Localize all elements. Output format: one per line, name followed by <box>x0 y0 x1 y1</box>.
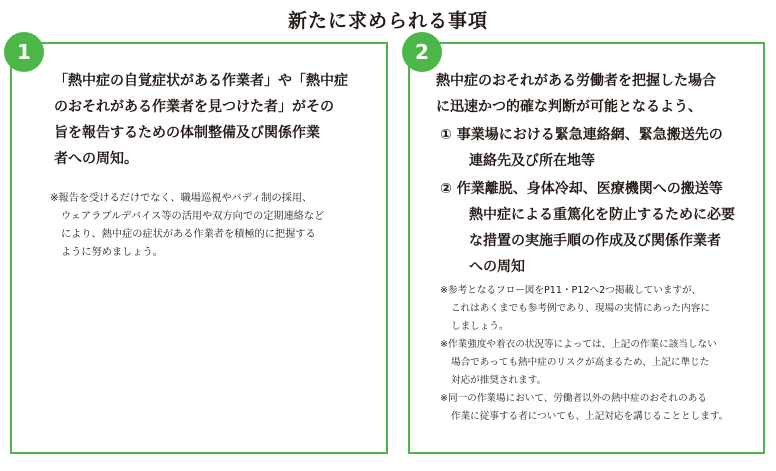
panel2-note-line: 場合であっても熱中症のリスクが高まるため、上記に準じた <box>451 357 710 368</box>
panel2-item1-line: 連絡先及び所在地等 <box>469 153 595 169</box>
panel1-main-line: 旨を報告するための体制整備及び関係作業 <box>54 125 320 141</box>
panel2-intro-text <box>436 68 716 120</box>
panel1-note-line: により、熱中症の症状がある作業者を積極的に把握する <box>61 229 316 240</box>
panel2-intro-line: に迅速かつ的確な判断が可能となるよう、 <box>436 99 702 115</box>
panel2-note-line: ※作業強度や着衣の状況等によっては、上記の作業に該当しない <box>440 339 717 350</box>
page-title: 新たに求められる事項 <box>287 10 488 32</box>
panel1-main-text <box>54 68 348 172</box>
requirement-panel-1 <box>10 42 388 454</box>
panel2-item2-line: な措置の実施手順の作成及び関係作業者 <box>469 233 721 249</box>
panel1-main-line: のおそれがある作業者を見つけた者」がその <box>54 99 334 115</box>
panel1-note-line: ※報告を受けるだけでなく、職場巡視やバディ制の採用、 <box>50 193 313 204</box>
panel2-item2-line: 熱中症による重篤化を防止するために必要 <box>469 207 735 223</box>
panel2-item1-line: ① 事業場における緊急連絡網、緊急搬送先の <box>440 127 723 143</box>
panel1-main-line: 「熱中症の自覚症状がある作業者」や「熱中症 <box>54 73 348 89</box>
panel1-note-line: ように努めましょう。 <box>61 247 163 258</box>
panel2-item2-line: ② 作業離脱、身体冷却、医療機関への搬送等 <box>440 181 723 197</box>
panel2-note-line: 作業に従事する者についても、上記対応を講じることとします。 <box>451 411 729 422</box>
number-badge-1: 1 <box>4 32 44 72</box>
panel2-note-line: ※同一の作業場において、労働者以外の熱中症のおそれのある <box>440 393 707 404</box>
panel2-item-2 <box>440 176 735 280</box>
panel2-notes <box>440 282 728 426</box>
panel2-intro-line: 熱中症のおそれがある労働者を把握した場合 <box>436 73 716 89</box>
panel2-note-line: しましょう。 <box>451 321 509 332</box>
requirement-panel-2 <box>408 42 765 454</box>
panel2-note-line: これはあくまでも参考例であり、現場の実情にあった内容に <box>451 303 710 314</box>
panel1-note-line: ウェアラブルデバイス等の活用や双方向での定期連絡など <box>61 211 325 222</box>
number-badge-2: 2 <box>402 32 442 72</box>
panel2-note-line: ※参考となるフロー図をP11・P12へ2つ掲載していますが、 <box>440 285 702 296</box>
panel1-main-line: 者への周知。 <box>54 151 138 167</box>
panel2-note-line: 対応が推奨されます。 <box>451 375 547 386</box>
panel2-item-1 <box>440 122 723 174</box>
panel2-item2-line: への周知 <box>469 259 525 275</box>
panel1-note <box>50 190 324 262</box>
